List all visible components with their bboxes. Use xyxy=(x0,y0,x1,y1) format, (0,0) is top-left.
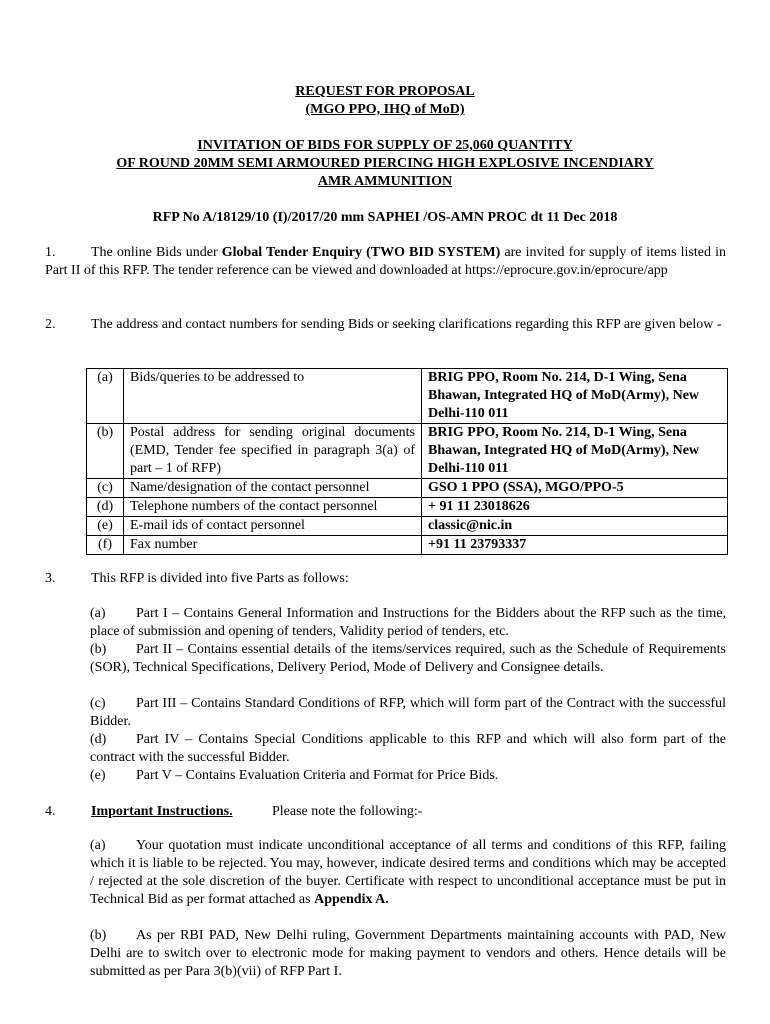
part-item-a xyxy=(90,605,726,641)
row-description: Telephone numbers of the contact personnel xyxy=(124,498,422,517)
row-label: (d) xyxy=(87,498,124,517)
part-item-text: Part II – Contains essential details of the items/services required, such as the Schedule of Requirements (SOR), Technical Specifications, Delivery Period, Mode of Delivery and Consignee details. xyxy=(90,642,726,675)
para-3-intro: This RFP is divided into five Parts as follows: xyxy=(91,571,349,586)
para-1-number: 1. xyxy=(45,245,56,260)
row-label: (f) xyxy=(87,536,124,555)
para-2-number: 2. xyxy=(45,317,56,332)
row-value: + 91 11 23018626 xyxy=(422,498,728,517)
para-1 xyxy=(45,244,726,280)
global-tender-enquiry: Global Tender Enquiry (TWO BID SYSTEM) xyxy=(221,245,501,260)
important-instructions-heading: Important Instructions. xyxy=(91,804,233,819)
invitation-line-3: AMR AMMUNITION xyxy=(317,174,453,189)
row-description: Bids/queries to be addressed to xyxy=(124,369,422,424)
part-item-text: Part IV – Contains Special Conditions applicable to this RFP and which will also form part of the contract with the successful Bidder. xyxy=(90,732,726,765)
eprocure-link[interactable]: https://eprocure.gov.in/eprocure/app xyxy=(465,263,668,278)
part-item-c xyxy=(90,695,726,731)
part-item-label: (a) xyxy=(90,606,106,621)
row-description: E-mail ids of contact personnel xyxy=(124,517,422,536)
table-row xyxy=(87,424,728,479)
part-item-text: Part III – Contains Standard Conditions of RFP, which will form part of the Contract with the successful Bidder. xyxy=(90,696,726,729)
row-label: (b) xyxy=(87,424,124,479)
part-item-b xyxy=(90,641,726,677)
part-item-e xyxy=(90,767,726,785)
invitation-line-1: INVITATION OF BIDS FOR SUPPLY OF 25,060 QUANTITY xyxy=(197,138,573,153)
instruction-label: (b) xyxy=(90,928,107,943)
table-row xyxy=(87,369,728,424)
part-item-d xyxy=(90,731,726,767)
table-row xyxy=(87,517,728,536)
appendix-a-ref: Appendix A. xyxy=(314,892,389,907)
para-3 xyxy=(45,570,726,588)
para-4-note: Please note the following:- xyxy=(272,804,423,819)
para-4-number: 4. xyxy=(45,804,56,819)
instruction-a xyxy=(90,837,726,909)
row-label: (e) xyxy=(87,517,124,536)
table-row xyxy=(87,536,728,555)
row-description: Name/designation of the contact personnel xyxy=(124,479,422,498)
part-item-text: Part V – Contains Evaluation Criteria and Format for Price Bids. xyxy=(136,768,499,783)
rfp-number: RFP No A/18129/10 (I)/2017/20 mm SAPHEI /OS-AMN PROC dt 11 Dec 2018 xyxy=(152,210,618,225)
instruction-b xyxy=(90,927,726,981)
title-mgo-ppo: (MGO PPO, IHQ of MoD) xyxy=(305,102,465,117)
part-item-label: (d) xyxy=(90,732,107,747)
para-2 xyxy=(45,316,726,334)
row-description: Fax number xyxy=(124,536,422,555)
table-row xyxy=(87,498,728,517)
part-item-label: (b) xyxy=(90,642,107,657)
title-request-for-proposal: REQUEST FOR PROPOSAL xyxy=(295,84,475,99)
table-row xyxy=(87,479,728,498)
part-item-label: (c) xyxy=(90,696,106,711)
row-value: BRIG PPO, Room No. 214, D-1 Wing, Sena Bhawan, Integrated HQ of MoD(Army), New Delhi-110 011 xyxy=(422,424,728,479)
row-value: BRIG PPO, Room No. 214, D-1 Wing, Sena Bhawan, Integrated HQ of MoD(Army), New Delhi-110 011 xyxy=(422,369,728,424)
part-item-label: (e) xyxy=(90,768,106,783)
para-1-text-a: The online Bids under xyxy=(91,245,222,260)
email-value[interactable]: classic@nic.in xyxy=(422,517,728,536)
row-value: GSO 1 PPO (SSA), MGO/PPO-5 xyxy=(422,479,728,498)
para-1-text-b: are invited for supply of items listed in Part II of this RFP. The tender reference can be viewed and downloaded at xyxy=(45,245,726,278)
row-label: (c) xyxy=(87,479,124,498)
para-4 xyxy=(45,803,726,821)
row-value: +91 11 23793337 xyxy=(422,536,728,555)
part-item-text: Part I – Contains General Information and Instructions for the Bidders about the RFP such as the time, place of submission and opening of tenders, Validity period of tenders, etc. xyxy=(90,606,726,639)
invitation-line-2: OF ROUND 20MM SEMI ARMOURED PIERCING HIGH EXPLOSIVE INCENDIARY xyxy=(116,156,654,171)
para-2-text: The address and contact numbers for sending Bids or seeking clarifications regarding this RFP are given below - xyxy=(91,317,722,332)
row-label: (a) xyxy=(87,369,124,424)
instruction-label: (a) xyxy=(90,838,106,853)
row-description: Postal address for sending original documents (EMD, Tender fee specified in paragraph 3(a) of part – 1 of RFP) xyxy=(124,424,422,479)
instruction-text: As per RBI PAD, New Delhi ruling, Government Departments maintaining accounts with PAD, New Delhi are to switch over to electronic mode for making payment to vendors and others. Hence details will be submitted as per Para 3(b)(vii) of RFP Part I. xyxy=(90,928,726,979)
para-3-number: 3. xyxy=(45,571,56,586)
contacts-table xyxy=(86,368,728,555)
instruction-text: Your quotation must indicate unconditional acceptance of all terms and conditions of this RFP, failing which it is liable to be rejected. You may, however, indicate desired terms and conditions which may be accepted / rejected at the sole discretion of the buyer. Certificate with respect to unconditional acceptance must be put in Technical Bid as per format attached as xyxy=(90,838,726,907)
